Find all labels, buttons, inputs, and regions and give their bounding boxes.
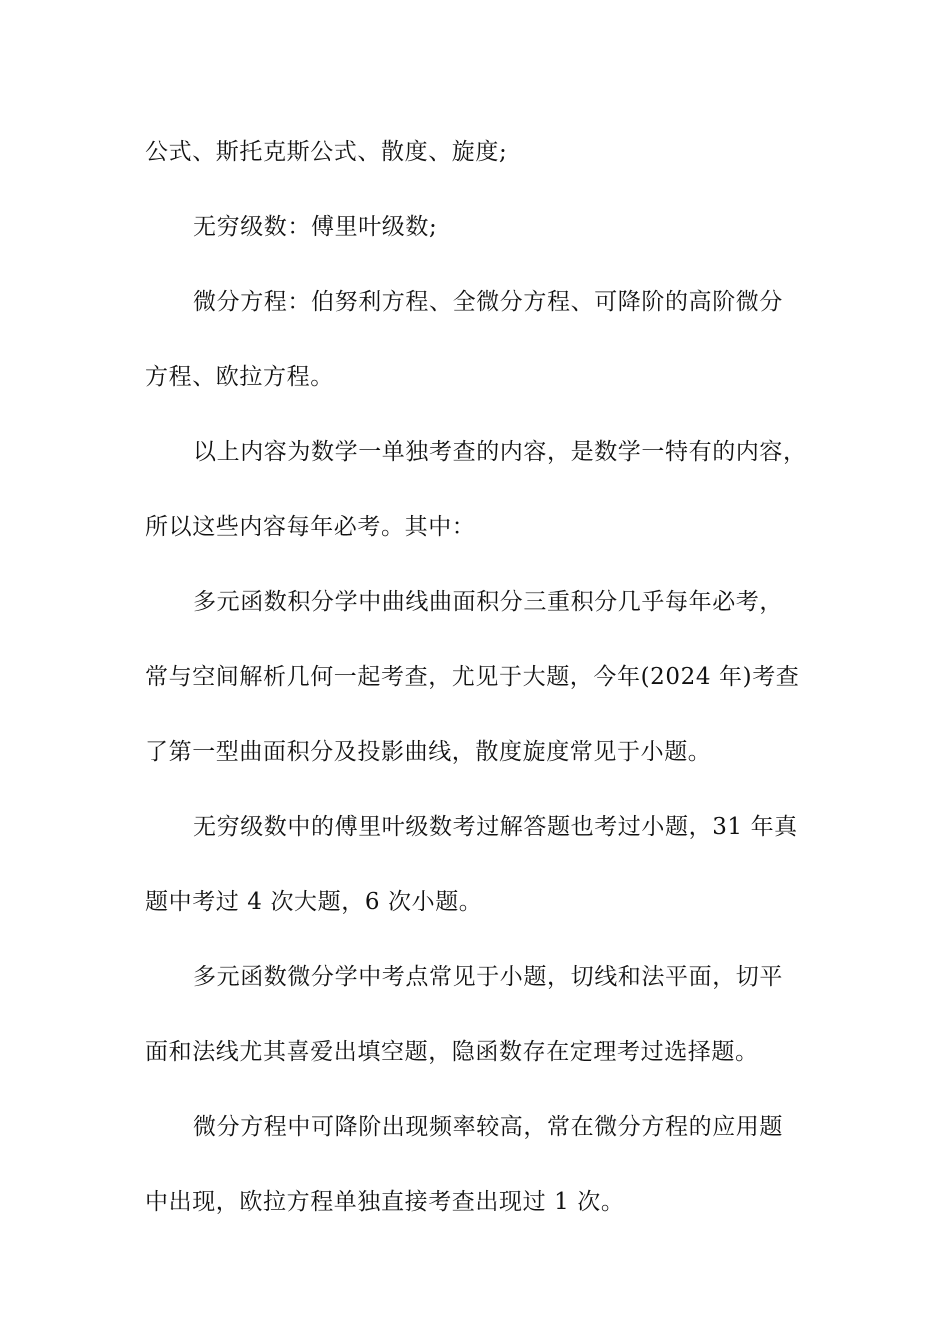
text-line-9: 了第一型曲面积分及投影曲线，散度旋度常见于小题。 xyxy=(145,739,712,765)
text-line-2: 无穷级数：傅里叶级数; xyxy=(193,214,438,240)
text-line-8: 常与空间解析几何一起考查，尤见于大题，今年(2024 年)考查 xyxy=(145,664,800,690)
text-line-5: 以上内容为数学一单独考查的内容，是数学一特有的内容， xyxy=(193,439,807,465)
text-line-15: 中出现，欧拉方程单独直接考查出现过 1 次。 xyxy=(145,1189,625,1215)
text-line-7: 多元函数积分学中曲线曲面积分三重积分几乎每年必考， xyxy=(193,589,783,615)
text-line-10: 无穷级数中的傅里叶级数考过解答题也考过小题，31 年真 xyxy=(193,814,798,840)
text-line-1: 公式、斯托克斯公式、散度、旋度; xyxy=(145,139,508,165)
document-body xyxy=(145,130,810,1255)
text-line-13: 面和法线尤其喜爱出填空题，隐函数存在定理考过选择题。 xyxy=(145,1039,759,1065)
text-line-12: 多元函数微分学中考点常见于小题，切线和法平面，切平 xyxy=(193,964,783,990)
text-line-4: 方程、欧拉方程。 xyxy=(145,364,334,390)
text-line-3: 微分方程：伯努利方程、全微分方程、可降阶的高阶微分 xyxy=(193,289,783,315)
text-line-6: 所以这些内容每年必考。其中： xyxy=(145,514,476,540)
text-line-14: 微分方程中可降阶出现频率较高，常在微分方程的应用题 xyxy=(193,1114,783,1140)
text-line-11: 题中考过 4 次大题，6 次小题。 xyxy=(145,889,483,915)
